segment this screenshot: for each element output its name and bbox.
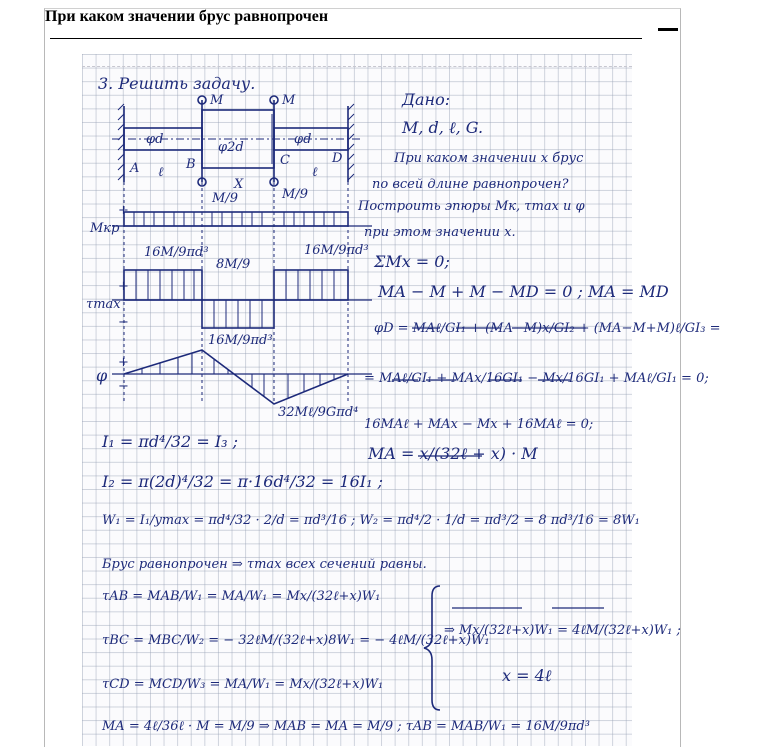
equation-tau-ab: τAB = MAB/W₁ = MA/W₁ = Mx/(32ℓ+x)W₁ [102,589,381,604]
tau-plus-sign: + [118,279,129,294]
title-underline [50,38,642,39]
tau-value-middle: 8M/9 [216,257,251,272]
system-brace [424,586,440,710]
corner-mark [658,28,678,31]
phi-plus-sign: + [118,355,129,370]
problem-heading: 3. Решить задачу. [98,74,256,93]
equation-i2: I₂ = π(2d)⁴/32 = π·16d⁴/32 = 16I₁ ; [102,472,383,491]
point-b-label: B [186,157,196,172]
given-label: Дано: [402,90,451,109]
phi-epure [124,350,348,404]
point-c-label: C [280,153,290,168]
point-a-label: A [130,161,140,176]
equation-ma: MA = x/(32ℓ + x) · M [368,444,538,463]
tau-epure-cd [274,270,348,300]
phi-value: 32Mℓ/9Gπd⁴ [278,405,359,420]
mk-value-left: M/9 [212,191,238,206]
mk-plus-sign: + [118,203,129,218]
scanned-problem-image [82,54,721,746]
equation-phi-expanded: = MAℓ/GI₁ + MAx/16GI₁ − Mx/16GI₁ + MAℓ/GI₁ = 0; [364,371,709,386]
phi-axis-label: φ [96,366,108,385]
diameter-label-right: φd [294,132,312,147]
given-values: M, d, ℓ, G. [402,118,484,137]
diameter-label-left: φd [146,132,164,147]
equation-linear: 16MAℓ + MAx − Mx + 16MAℓ = 0; [364,417,594,432]
equation-sum-moments: ΣMx = 0; [374,252,450,271]
length-label-x: X [234,177,244,192]
result-x: x = 4ℓ [502,666,552,685]
mk-value-right: M/9 [282,187,308,202]
question-line-4: при этом значении x. [364,225,516,240]
mk-axis-label: Mкр [90,221,120,236]
diameter-label-middle: φ2d [218,140,244,155]
tau-value-negative: 16M/9πd³ [208,333,273,348]
tau-value-left: 16M/9πd³ [144,245,209,260]
question-line-3: Построить эпюры Mк, τmax и φ [358,199,585,214]
phi-minus-sign: − [118,379,129,394]
tau-minus-sign: − [118,315,129,330]
equal-strength-statement: Брус равнопрочен ⇒ τmax всех сечений равны. [102,557,427,572]
torque-label-right: M [282,93,296,108]
equation-tau-bc: τBC = MBC/W₂ = − 32ℓM/(32ℓ+x)8W₁ = − 4ℓM/(32ℓ+x)W₁ [102,633,490,648]
equation-w: W₁ = I₁/ymax = πd⁴/32 · 2/d = πd³/16 ; W₂ = πd⁴/2 · 1/d = πd³/2 = 8 πd³/16 = 8W₁ [102,513,640,528]
bottom-equation-line: MA = 4ℓ/36ℓ · M = M/9 ⇒ MAB = MA = M/9 ; τAB = MAB/W₁ = 16M/9πd³ [102,719,590,734]
question-line-2: по всей длине равнопрочен? [372,177,569,192]
equation-tau-cd: τCD = MCD/W₃ = MA/W₁ = Mx/(32ℓ+x)W₁ [102,677,384,692]
result-equation: ⇒ Mx/(32ℓ+x)W₁ = 4ℓM/(32ℓ+x)W₁ ; [444,623,681,638]
torque-label-left: M [210,93,224,108]
point-d-label: D [332,151,343,166]
tau-value-right: 16M/9πd³ [304,243,369,258]
equation-balance: MA − M + M − MD = 0 ; MA = MD [378,282,669,301]
page-title: При каком значении брус равнопрочен [45,8,329,25]
tau-axis-label: τmax [86,297,121,312]
equation-phi: φD = MAℓ/GI₁ + (MA−M)x/GI₂ + (MA−M+M)ℓ/GI₃ = [374,321,721,336]
length-label-left: ℓ [158,165,164,180]
length-label-right: ℓ [312,165,318,180]
equation-i1: I₁ = πd⁴/32 = I₃ ; [102,432,239,451]
question-line-1: При каком значении x брус [394,151,584,166]
